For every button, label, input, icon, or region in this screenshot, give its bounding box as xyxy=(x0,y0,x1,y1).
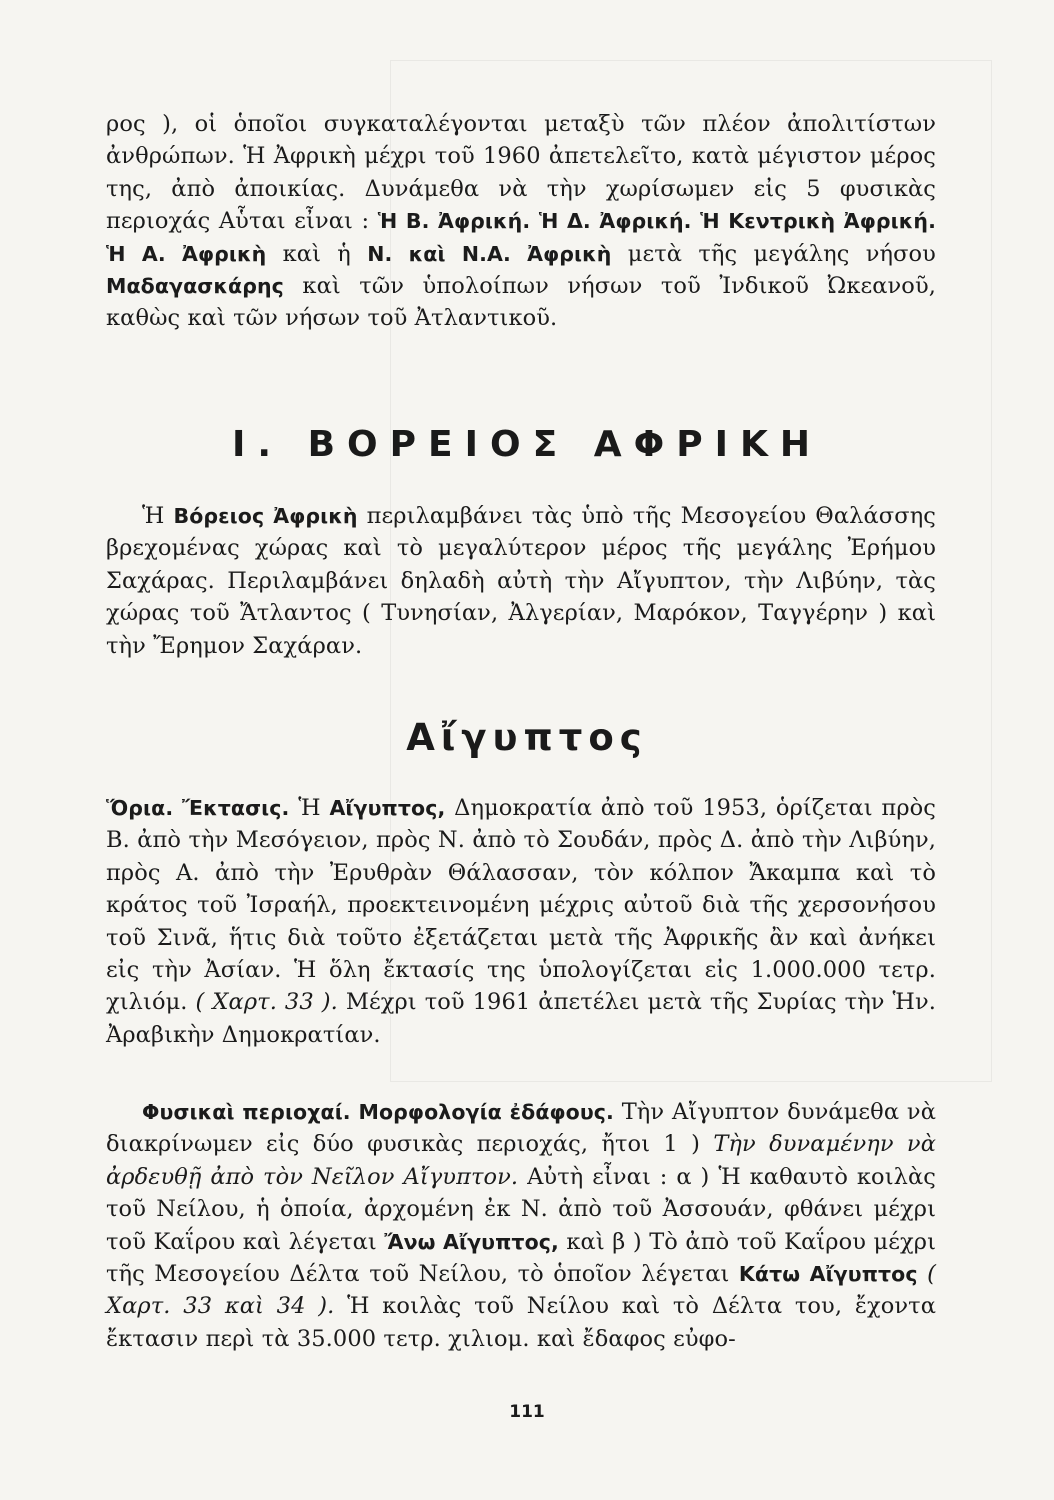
borders-heading: Ὅρια. Ἔκτασις. xyxy=(106,796,290,820)
borders-text-1: Δημοκρατία ἀπὸ τοῦ 1953, ὁρίζεται πρὸς Β. ἀπὸ τὴν Μεσόγειον, πρὸς Ν. ἀπὸ τὸ Σουδάν, πρὸς Δ. ἀπὸ τὴν Λιβύην, πρὸς Α. ἀπὸ τὴν Ἐρυθρὰν Θάλασσαν, τὸν κόλπον Ἄκαμπα καὶ τὸ κράτος τοῦ Ἰσραήλ, προεκτεινομένη μέχρις αὐτοῦ διὰ τῆς χερσονήσου τοῦ Σινᾶ, ἥτις διὰ τοῦτο ἐξετάζεται μετὰ τῆς Ἀφρικῆς ἂν καὶ ἀνήκει εἰς τὴν Ἀσίαν. Ἡ ὅλη ἔκτασίς της ὑπολογίζεται εἰς 1.000.000 τετρ. χιλιόμ. xyxy=(106,795,936,1016)
physical-italic-1: Τὴν δυναμένην νὰ ἀρδευθῇ ἀπὸ τὸν Νεῖλον Αἴγυπτον. xyxy=(106,1131,937,1190)
north-africa-lead: Ἡ xyxy=(142,503,174,529)
borders-map-ref: ( Χαρτ. 33 ). xyxy=(195,989,338,1016)
page-number: 111 xyxy=(509,1402,545,1422)
intro-paragraph xyxy=(106,108,936,335)
intro-text: ρος ), οἱ ὁποῖοι συγκαταλέγονται μεταξὺ τῶν πλέον ἀπολιτίστων ἀνθρώπων. Ἡ Ἀφρικὴ μέχρι τοῦ 1960 ἀπετελεῖτο, κατὰ μέγιστον μέρος της, ἀπὸ ἀποικίας. Δυνάμεθα νὰ τὴν χωρίσωμεν εἰς 5 φυσικὰς περιοχάς Αὗται εἶναι : xyxy=(106,111,936,235)
borders-lead: Ἡ xyxy=(289,795,330,821)
physical-text-2: Αὐτὴ εἶναι : α ) Ἡ καθαυτὸ κοιλὰς τοῦ Νείλου, ἡ ὁποία, ἀρχομένη ἐκ Ν. ἀπὸ τοῦ Ἀσσουάν, φθάνει μέχρι τοῦ Καΐρου καὶ λέγεται xyxy=(106,1163,936,1255)
borders-text-2: Μέχρι τοῦ 1961 ἀπετέλει μετὰ τῆς Συρίας τὴν Ἡν. Ἀραβικὴν Δημοκρατίαν. xyxy=(106,989,936,1048)
physical-text-1: Τὴν Αἴγυπτον δυνάμεθα νὰ διακρίνωμεν εἰς δύο φυσικὰς περιοχάς, ἤτοι 1 ) xyxy=(106,1099,936,1158)
physical-text-4: Ἡ κοιλὰς τοῦ Νείλου καὶ τὸ Δέλτα του, ἔχοντα ἔκτασιν περὶ τὰ 35.000 τετρ. χιλιομ. καὶ ἔδαφος εὐφο- xyxy=(106,1293,936,1352)
egypt-borders-paragraph xyxy=(106,792,936,1051)
north-africa-text: περιλαμβάνει τὰς ὑπὸ τῆς Μεσογείου Θαλάσσης βρεχομένας χώρας καὶ τὸ μεγαλύτερον μέρος τῆς μεγάλης Ἐρήμου Σαχάρας. Περιλαμβάνει δηλαδὴ αὐτὴ τὴν Αἴγυπτον, τὴν Λιβύην, τὰς χώρας τοῦ Ἄτλαντος ( Τυνησίαν, Ἀλγερίαν, Μαρόκον, Ταγγέρην ) καὶ τὴν Ἔρημον Σαχάραν. xyxy=(106,503,937,659)
region-madagascar: Μαδαγασκάρης xyxy=(106,274,284,299)
country-heading: Αἴγυπτος xyxy=(406,716,648,759)
region-north: Ἡ Β. Ἀφρική. xyxy=(377,209,531,234)
egypt-term: Αἴγυπτος, xyxy=(329,796,446,820)
upper-egypt-term: Ἄνω Αἴγυπτος, xyxy=(384,1229,559,1254)
north-africa-paragraph xyxy=(106,500,936,662)
region-connector: καὶ ἡ xyxy=(282,240,351,267)
lower-egypt-term: Κάτω Αἴγυπτος xyxy=(738,1262,918,1287)
north-africa-term: Βόρειος Ἀφρικὴ xyxy=(173,504,358,528)
section-heading: I. ΒΟΡΕΙΟΣ ΑΦΡΙΚΗ xyxy=(231,424,822,465)
region-west: Ἡ Δ. Ἀφρική. xyxy=(538,209,692,234)
physical-text-3: καὶ β ) Τὸ ἀπὸ τοῦ Καΐρου μέχρι τῆς Μεσογείου Δέλτα τοῦ Νείλου, τὸ ὁποῖον λέγεται xyxy=(106,1228,936,1288)
region-east: Ἡ Α. Ἀφρικὴ xyxy=(106,241,267,266)
physical-heading: Φυσικαὶ περιοχαί. Μορφολογία ἐδάφους. xyxy=(142,1100,614,1124)
region-central: Ἡ Κεντρικὴ Ἀφρική. xyxy=(700,209,936,234)
region-south: Ν. καὶ Ν.Α. Ἀφρικὴ xyxy=(367,241,612,266)
physical-regions-paragraph xyxy=(106,1096,936,1355)
region-south-note: μετὰ τῆς μεγάλης νήσου xyxy=(627,240,936,267)
region-islands-note: καὶ τῶν ὑπολοίπων νήσων τοῦ Ἰνδικοῦ Ὠκεανοῦ, καθὼς καὶ τῶν νήσων τοῦ Ἀτλαντικοῦ. xyxy=(106,273,936,332)
physical-map-ref: ( Χαρτ. 33 καὶ 34 ). xyxy=(106,1261,936,1320)
